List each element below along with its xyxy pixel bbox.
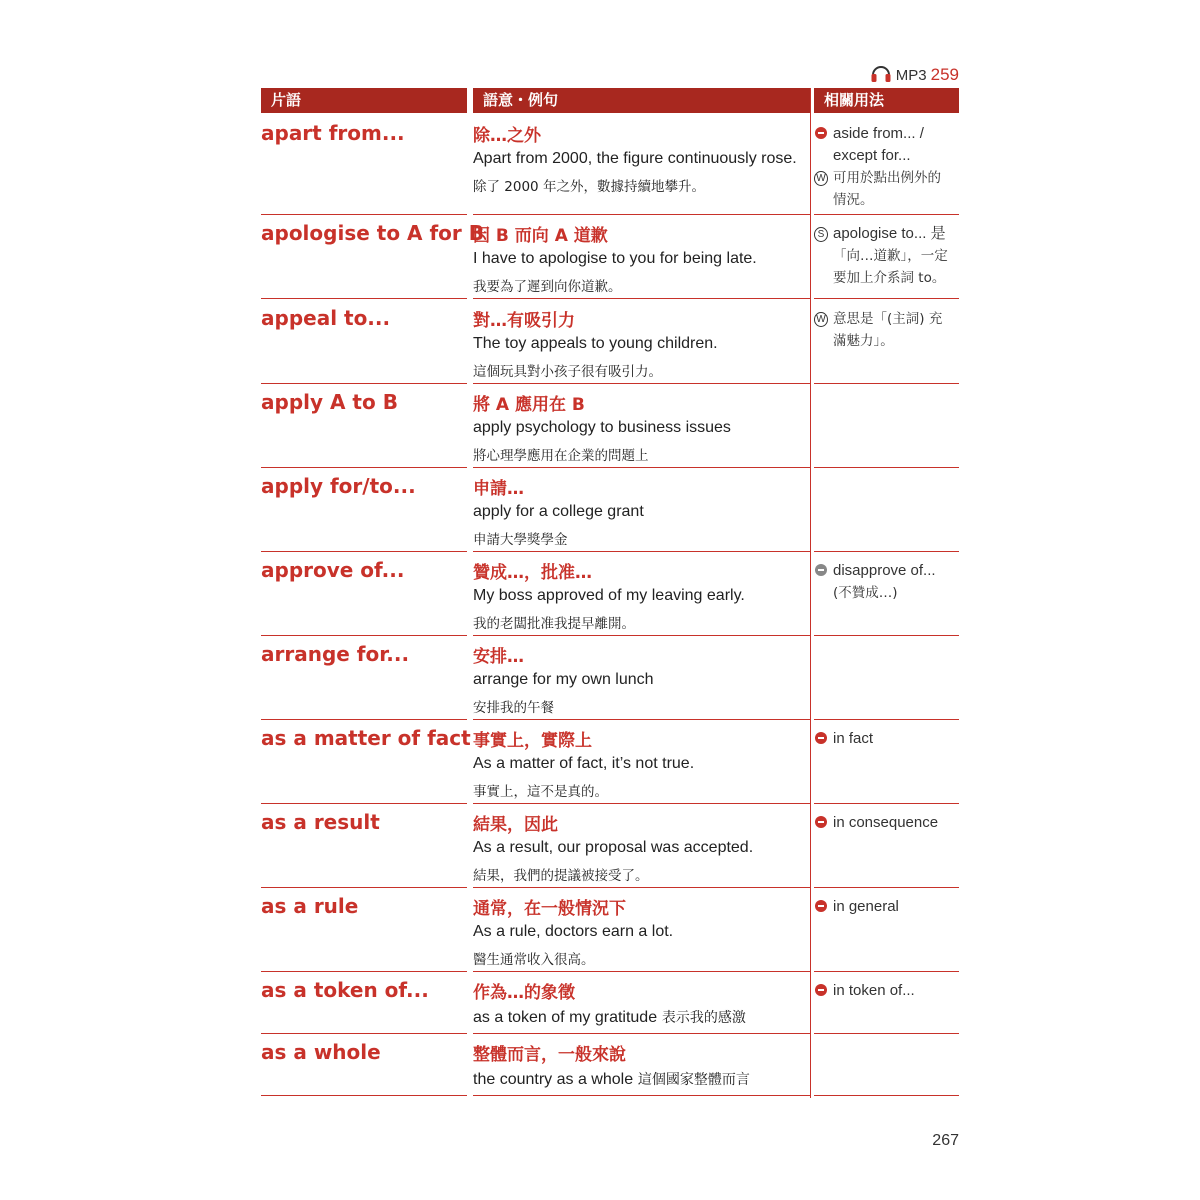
related-usage-text: (不贊成…) [833, 585, 898, 601]
example-chinese: 醫生通常收入很高。 [473, 952, 595, 968]
table-row [261, 384, 959, 468]
row-divider [473, 1095, 810, 1096]
related-usage-line [814, 123, 959, 145]
example-english: As a matter of fact, it’s not true. [473, 755, 695, 772]
meaning-text: 申請… [473, 479, 524, 499]
word-note-icon: W [814, 171, 828, 186]
table-row [261, 115, 959, 215]
meaning-text: 贊成…，批准… [473, 563, 592, 583]
synonym-icon [815, 127, 827, 139]
related-usage-text: apologise to... 是 [833, 225, 946, 242]
related-usage-text: 要加上介系詞 to。 [833, 270, 946, 286]
related-usage-line [814, 582, 959, 604]
synonym-icon [815, 984, 827, 996]
example-line [473, 1069, 750, 1089]
example-english: arrange for my own lunch [473, 671, 654, 688]
related-usage [814, 728, 959, 750]
table-row [261, 1034, 959, 1096]
row-divider [261, 1095, 467, 1096]
header-phrase: 片語 [261, 88, 467, 113]
related-usage-line [814, 728, 959, 750]
row-divider [261, 298, 467, 299]
example-english: I have to apologise to you for being late. [473, 250, 757, 267]
related-usage [814, 896, 959, 918]
row-divider [814, 1095, 959, 1096]
antonym-icon [815, 564, 827, 576]
example-english: As a result, our proposal was accepted. [473, 839, 754, 856]
example-english: Apart from 2000, the figure continuously rose. [473, 150, 797, 167]
page-number: 267 [932, 1132, 959, 1149]
related-usage-text: 意思是「(主詞) 充 [833, 311, 943, 327]
related-usage [814, 560, 959, 604]
example-chinese: 安排我的午餐 [473, 700, 554, 716]
related-usage-line [814, 980, 959, 1002]
example-chinese: 表示我的感激 [661, 1010, 746, 1026]
meaning-text: 因 B 而向 A 道歉 [473, 226, 608, 246]
related-usage-text: 滿魅力」。 [833, 333, 894, 349]
related-usage-text: disapprove of... [833, 562, 936, 579]
related-usage-text: 可用於點出例外的 [833, 170, 941, 186]
meaning-text: 作為…的象徵 [473, 983, 575, 1003]
phrase-text: appeal to... [261, 306, 391, 330]
meaning-text: 除…之外 [473, 126, 541, 146]
meaning-text: 事實上，實際上 [473, 731, 592, 751]
phrase-text: apologise to A for B [261, 221, 484, 245]
synonym-icon [815, 900, 827, 912]
table-row [261, 215, 959, 299]
header-meaning-example: 語意・例句 [473, 88, 810, 113]
phrase-text: apply A to B [261, 390, 398, 414]
example-english: the country as a whole [473, 1071, 634, 1088]
row-divider [814, 298, 959, 299]
phrase-text: as a token of... [261, 978, 429, 1002]
phrase-text: as a matter of fact [261, 726, 471, 750]
related-usage-line [814, 896, 959, 918]
related-usage [814, 308, 959, 352]
phrase-text: as a whole [261, 1040, 381, 1064]
example-chinese: 事實上，這不是真的。 [473, 784, 608, 800]
example-chinese: 將心理學應用在企業的問題上 [473, 448, 649, 464]
related-usage-line [814, 812, 959, 834]
phrase-text: as a rule [261, 894, 359, 918]
related-usage-line [814, 223, 959, 245]
example-english: apply psychology to business issues [473, 419, 731, 436]
phrase-text: apart from... [261, 121, 405, 145]
phrase-text: approve of... [261, 558, 405, 582]
example-chinese: 這個國家整體而言 [637, 1072, 750, 1088]
related-usage-line [814, 145, 959, 167]
table-row [261, 720, 959, 804]
related-usage-line [814, 560, 959, 582]
table-row [261, 972, 959, 1034]
example-chinese: 我的老闆批准我提早離開。 [473, 616, 635, 632]
mp3-track-indicator [870, 64, 959, 86]
table-row [261, 888, 959, 972]
related-usage-text: except for... [833, 147, 911, 164]
meaning-text: 將 A 應用在 B [473, 395, 585, 415]
meaning-text: 通常，在一般情況下 [473, 899, 626, 919]
mp3-label: MP3 [895, 66, 927, 84]
example-chinese: 這個玩具對小孩子很有吸引力。 [473, 364, 662, 380]
meaning-text: 結果，因此 [473, 815, 558, 835]
related-usage-text: 「向…道歉」，一定 [833, 248, 948, 264]
example-line [473, 1007, 746, 1027]
related-usage-line [814, 245, 959, 267]
table-row [261, 468, 959, 552]
synonym-icon [815, 732, 827, 744]
related-usage [814, 223, 959, 289]
meaning-text: 整體而言，一般來說 [473, 1045, 626, 1065]
meaning-text: 對…有吸引力 [473, 311, 575, 331]
related-usage [814, 123, 959, 211]
related-usage-text: in token of... [833, 982, 915, 999]
related-usage [814, 812, 959, 834]
table-row [261, 804, 959, 888]
related-usage-text: 情況。 [833, 192, 874, 208]
structure-note-icon: S [814, 227, 828, 242]
headphones-icon [870, 63, 892, 87]
example-chinese: 我要為了遲到向你道歉。 [473, 279, 622, 295]
example-english: My boss approved of my leaving early. [473, 587, 745, 604]
word-note-icon: W [814, 312, 828, 327]
related-usage-line [814, 167, 959, 189]
related-usage-line [814, 267, 959, 289]
meaning-text: 安排… [473, 647, 524, 667]
row-divider [473, 298, 810, 299]
related-usage-line [814, 308, 959, 330]
mp3-track-number: 259 [930, 65, 959, 84]
related-usage-line [814, 330, 959, 352]
related-usage-line [814, 189, 959, 211]
example-chinese: 除了 2000 年之外，數據持續地攀升。 [473, 179, 705, 195]
related-usage-text: in fact [833, 730, 874, 747]
phrase-text: arrange for... [261, 642, 410, 666]
example-chinese: 申請大學獎學金 [473, 532, 568, 548]
related-usage-text: in consequence [833, 814, 939, 831]
example-english: The toy appeals to young children. [473, 335, 718, 352]
related-usage-text: aside from... / [833, 125, 924, 142]
related-usage-text: in general [833, 898, 899, 915]
phrase-text: apply for/to... [261, 474, 416, 498]
related-usage [814, 980, 959, 1002]
example-english: As a rule, doctors earn a lot. [473, 923, 674, 940]
table-row [261, 636, 959, 720]
phrase-text: as a result [261, 810, 380, 834]
table-row [261, 552, 959, 636]
header-related-usage: 相關用法 [814, 88, 959, 113]
table-row [261, 300, 959, 384]
example-chinese: 結果，我們的提議被接受了。 [473, 868, 649, 884]
example-english: apply for a college grant [473, 503, 644, 520]
synonym-icon [815, 816, 827, 828]
example-english: as a token of my gratitude [473, 1009, 658, 1026]
